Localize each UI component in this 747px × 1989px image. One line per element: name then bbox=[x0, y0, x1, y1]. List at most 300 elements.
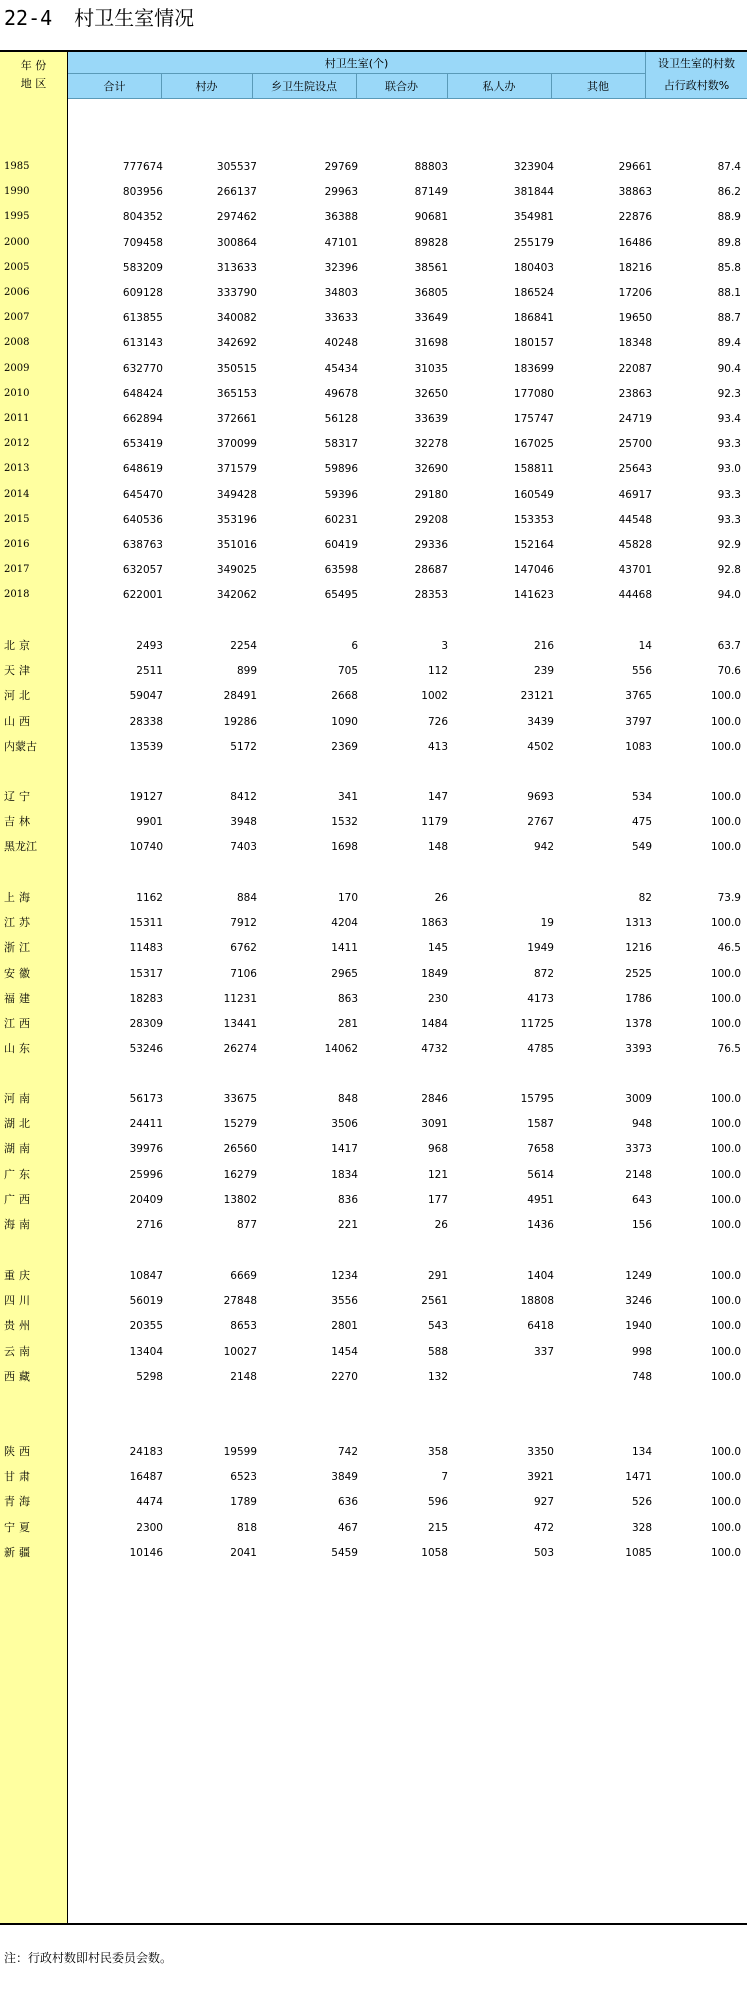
region-row bbox=[0, 734, 747, 760]
cell-total: 59047 bbox=[129, 690, 163, 702]
cell-joint: 38561 bbox=[414, 262, 448, 274]
cell-private: 180403 bbox=[513, 262, 554, 274]
cell-village: 13802 bbox=[223, 1194, 257, 1206]
table-title: 村卫生室情况 bbox=[74, 6, 195, 30]
cell-other: 46917 bbox=[618, 489, 652, 501]
cell-total: 1162 bbox=[136, 892, 163, 904]
cell-township: 3506 bbox=[331, 1118, 358, 1130]
cell-other: 29661 bbox=[618, 161, 652, 173]
year-row bbox=[0, 431, 747, 457]
region-row bbox=[0, 1540, 747, 1566]
cell-joint: 32278 bbox=[414, 438, 448, 450]
cell-other: 3393 bbox=[625, 1043, 652, 1055]
region-row bbox=[0, 658, 747, 684]
cell-percent: 100.0 bbox=[710, 1169, 741, 1181]
year-label: 1985 bbox=[4, 161, 30, 172]
cell-village: 15279 bbox=[223, 1118, 257, 1130]
region-label: 天津 bbox=[4, 664, 34, 677]
year-label: 2014 bbox=[4, 489, 30, 500]
cell-joint: 33649 bbox=[414, 312, 448, 324]
cell-township: 29769 bbox=[324, 161, 358, 173]
cell-private: 11725 bbox=[520, 1018, 554, 1030]
region-row bbox=[0, 1011, 747, 1037]
cell-other: 3373 bbox=[625, 1143, 652, 1155]
region-row bbox=[0, 1263, 747, 1289]
cell-total: 622001 bbox=[122, 589, 163, 601]
cell-township: 1090 bbox=[331, 716, 358, 728]
header-bottom-rule bbox=[68, 98, 747, 99]
data-table bbox=[0, 50, 747, 1925]
cell-private: 153353 bbox=[513, 514, 554, 526]
cell-township: 742 bbox=[337, 1446, 358, 1458]
cell-township: 4204 bbox=[331, 917, 358, 929]
cell-other: 38863 bbox=[618, 186, 652, 198]
cell-other: 998 bbox=[631, 1346, 652, 1358]
year-row bbox=[0, 280, 747, 306]
cell-other: 22087 bbox=[618, 363, 652, 375]
cell-other: 25643 bbox=[618, 463, 652, 475]
cell-township: 2270 bbox=[331, 1371, 358, 1383]
cell-percent: 100.0 bbox=[710, 993, 741, 1005]
region-label: 黑龙江 bbox=[4, 840, 37, 853]
cell-percent: 70.6 bbox=[717, 665, 741, 677]
cell-total: 613143 bbox=[122, 337, 163, 349]
cell-other: 328 bbox=[631, 1522, 652, 1534]
region-row bbox=[0, 1489, 747, 1515]
region-label: 广东 bbox=[4, 1168, 34, 1181]
region-row bbox=[0, 1464, 747, 1490]
cell-joint: 145 bbox=[427, 942, 448, 954]
cell-percent: 89.8 bbox=[717, 237, 741, 249]
cell-joint: 1863 bbox=[421, 917, 448, 929]
cell-village: 300864 bbox=[216, 237, 257, 249]
cell-other: 3797 bbox=[625, 716, 652, 728]
region-row bbox=[0, 633, 747, 659]
header-group-label: 村卫生室(个) bbox=[68, 52, 645, 74]
year-row bbox=[0, 204, 747, 230]
region-label: 河北 bbox=[4, 689, 34, 702]
cell-joint: 177 bbox=[427, 1194, 448, 1206]
header-divider bbox=[161, 74, 162, 98]
cell-total: 613855 bbox=[122, 312, 163, 324]
region-label: 甘肃 bbox=[4, 1470, 34, 1483]
cell-other: 1378 bbox=[625, 1018, 652, 1030]
year-label: 1990 bbox=[4, 186, 30, 197]
cell-percent: 100.0 bbox=[710, 1219, 741, 1231]
cell-village: 19599 bbox=[223, 1446, 257, 1458]
cell-other: 44548 bbox=[618, 514, 652, 526]
cell-total: 2716 bbox=[136, 1219, 163, 1231]
cell-village: 1789 bbox=[230, 1496, 257, 1508]
cell-village: 19286 bbox=[223, 716, 257, 728]
cell-percent: 94.0 bbox=[717, 589, 741, 601]
cell-percent: 100.0 bbox=[710, 741, 741, 753]
cell-township: 341 bbox=[337, 791, 358, 803]
cell-village: 16279 bbox=[223, 1169, 257, 1181]
cell-percent: 100.0 bbox=[710, 1371, 741, 1383]
cell-percent: 87.4 bbox=[717, 161, 741, 173]
cell-private: 4173 bbox=[527, 993, 554, 1005]
cell-township: 60419 bbox=[324, 539, 358, 551]
cell-other: 1471 bbox=[625, 1471, 652, 1483]
cell-joint: 31698 bbox=[414, 337, 448, 349]
cell-village: 349428 bbox=[216, 489, 257, 501]
region-row bbox=[0, 986, 747, 1012]
cell-village: 2254 bbox=[230, 640, 257, 652]
cell-total: 645470 bbox=[122, 489, 163, 501]
cell-percent: 100.0 bbox=[710, 816, 741, 828]
cell-joint: 230 bbox=[427, 993, 448, 1005]
cell-other: 1940 bbox=[625, 1320, 652, 1332]
cell-joint: 3091 bbox=[421, 1118, 448, 1130]
cell-total: 2300 bbox=[136, 1522, 163, 1534]
cell-private: 3439 bbox=[527, 716, 554, 728]
region-row bbox=[0, 809, 747, 835]
cell-private: 1587 bbox=[527, 1118, 554, 1130]
region-label: 福建 bbox=[4, 992, 34, 1005]
cell-joint: 87149 bbox=[414, 186, 448, 198]
cell-township: 56128 bbox=[324, 413, 358, 425]
cell-other: 1313 bbox=[625, 917, 652, 929]
cell-total: 638763 bbox=[122, 539, 163, 551]
region-label: 新疆 bbox=[4, 1546, 34, 1559]
year-row bbox=[0, 532, 747, 558]
cell-private: 381844 bbox=[513, 186, 554, 198]
table-number: 22-4 bbox=[4, 6, 53, 30]
year-label: 2011 bbox=[4, 413, 30, 424]
cell-other: 2525 bbox=[625, 968, 652, 980]
year-label: 2009 bbox=[4, 363, 30, 374]
region-row bbox=[0, 1339, 747, 1365]
cell-village: 2148 bbox=[230, 1371, 257, 1383]
cell-village: 297462 bbox=[216, 211, 257, 223]
year-label: 1995 bbox=[4, 211, 30, 222]
cell-township: 45434 bbox=[324, 363, 358, 375]
cell-other: 134 bbox=[631, 1446, 652, 1458]
cell-total: 777674 bbox=[122, 161, 163, 173]
header-divider bbox=[447, 74, 448, 98]
cell-township: 1532 bbox=[331, 816, 358, 828]
cell-private: 180157 bbox=[513, 337, 554, 349]
cell-village: 313633 bbox=[216, 262, 257, 274]
year-row bbox=[0, 330, 747, 356]
cell-percent: 100.0 bbox=[710, 791, 741, 803]
cell-percent: 63.7 bbox=[717, 640, 741, 652]
cell-percent: 100.0 bbox=[710, 1320, 741, 1332]
cell-percent: 100.0 bbox=[710, 1346, 741, 1358]
region-row bbox=[0, 1187, 747, 1213]
year-row bbox=[0, 255, 747, 281]
cell-other: 2148 bbox=[625, 1169, 652, 1181]
cell-village: 333790 bbox=[216, 287, 257, 299]
cell-joint: 215 bbox=[427, 1522, 448, 1534]
cell-percent: 100.0 bbox=[710, 841, 741, 853]
region-label: 辽宁 bbox=[4, 790, 34, 803]
cell-percent: 88.7 bbox=[717, 312, 741, 324]
cell-total: 804352 bbox=[122, 211, 163, 223]
cell-total: 4474 bbox=[136, 1496, 163, 1508]
region-label: 贵州 bbox=[4, 1319, 34, 1332]
cell-village: 371579 bbox=[216, 463, 257, 475]
region-label: 四川 bbox=[4, 1294, 34, 1307]
cell-township: 59396 bbox=[324, 489, 358, 501]
year-row bbox=[0, 456, 747, 482]
cell-township: 636 bbox=[337, 1496, 358, 1508]
cell-total: 2493 bbox=[136, 640, 163, 652]
cell-joint: 1484 bbox=[421, 1018, 448, 1030]
cell-total: 20409 bbox=[129, 1194, 163, 1206]
region-label: 北京 bbox=[4, 639, 34, 652]
cell-other: 44468 bbox=[618, 589, 652, 601]
cell-township: 836 bbox=[337, 1194, 358, 1206]
cell-other: 18348 bbox=[618, 337, 652, 349]
cell-private: 4951 bbox=[527, 1194, 554, 1206]
header-col-percent bbox=[645, 52, 747, 98]
cell-other: 23863 bbox=[618, 388, 652, 400]
cell-village: 28491 bbox=[223, 690, 257, 702]
cell-percent: 93.3 bbox=[717, 514, 741, 526]
cell-percent: 88.9 bbox=[717, 211, 741, 223]
cell-percent: 100.0 bbox=[710, 1471, 741, 1483]
cell-total: 709458 bbox=[122, 237, 163, 249]
cell-private: 15795 bbox=[520, 1093, 554, 1105]
year-row bbox=[0, 482, 747, 508]
cell-village: 370099 bbox=[216, 438, 257, 450]
header-label-column bbox=[0, 52, 68, 98]
cell-joint: 28353 bbox=[414, 589, 448, 601]
cell-other: 25700 bbox=[618, 438, 652, 450]
cell-village: 342692 bbox=[216, 337, 257, 349]
cell-percent: 100.0 bbox=[710, 1270, 741, 1282]
year-label: 2013 bbox=[4, 463, 30, 474]
cell-other: 24719 bbox=[618, 413, 652, 425]
cell-private: 3921 bbox=[527, 1471, 554, 1483]
cell-private: 4502 bbox=[527, 741, 554, 753]
cell-village: 818 bbox=[236, 1522, 257, 1534]
cell-township: 5459 bbox=[331, 1547, 358, 1559]
header-divider bbox=[551, 74, 552, 98]
cell-village: 365153 bbox=[216, 388, 257, 400]
cell-private bbox=[464, 885, 554, 911]
region-row bbox=[0, 1288, 747, 1314]
cell-total: 20355 bbox=[129, 1320, 163, 1332]
region-label: 湖北 bbox=[4, 1117, 34, 1130]
year-row bbox=[0, 230, 747, 256]
cell-joint: 543 bbox=[427, 1320, 448, 1332]
cell-total: 28309 bbox=[129, 1018, 163, 1030]
cell-village: 372661 bbox=[216, 413, 257, 425]
cell-township: 467 bbox=[337, 1522, 358, 1534]
cell-other: 3246 bbox=[625, 1295, 652, 1307]
cell-township: 6 bbox=[351, 640, 358, 652]
cell-total: 18283 bbox=[129, 993, 163, 1005]
year-row bbox=[0, 305, 747, 331]
cell-other: 1786 bbox=[625, 993, 652, 1005]
cell-total: 648619 bbox=[122, 463, 163, 475]
cell-township: 2668 bbox=[331, 690, 358, 702]
cell-township: 281 bbox=[337, 1018, 358, 1030]
year-label: 2005 bbox=[4, 262, 30, 273]
region-row bbox=[0, 1439, 747, 1465]
cell-joint: 596 bbox=[427, 1496, 448, 1508]
year-row bbox=[0, 179, 747, 205]
cell-joint: 413 bbox=[427, 741, 448, 753]
header-percent-line2: 占行政村数% bbox=[663, 79, 730, 92]
cell-percent: 89.4 bbox=[717, 337, 741, 349]
cell-other: 17206 bbox=[618, 287, 652, 299]
region-label: 海南 bbox=[4, 1218, 34, 1231]
cell-private: 1436 bbox=[527, 1219, 554, 1231]
cell-joint: 33639 bbox=[414, 413, 448, 425]
cell-joint: 26 bbox=[434, 1219, 448, 1231]
cell-percent: 92.3 bbox=[717, 388, 741, 400]
header-col-other: 其他 bbox=[551, 74, 645, 98]
cell-private: 152164 bbox=[513, 539, 554, 551]
cell-percent: 100.0 bbox=[710, 716, 741, 728]
cell-percent: 100.0 bbox=[710, 1522, 741, 1534]
cell-percent: 100.0 bbox=[710, 917, 741, 929]
region-row bbox=[0, 1111, 747, 1137]
region-label: 浙江 bbox=[4, 941, 34, 954]
cell-township: 34803 bbox=[324, 287, 358, 299]
cell-private: 158811 bbox=[513, 463, 554, 475]
cell-joint: 29208 bbox=[414, 514, 448, 526]
cell-township: 33633 bbox=[324, 312, 358, 324]
cell-village: 2041 bbox=[230, 1547, 257, 1559]
cell-percent: 92.8 bbox=[717, 564, 741, 576]
cell-township: 40248 bbox=[324, 337, 358, 349]
cell-private: 6418 bbox=[527, 1320, 554, 1332]
cell-private: 1404 bbox=[527, 1270, 554, 1282]
cell-village: 3948 bbox=[230, 816, 257, 828]
cell-other: 82 bbox=[638, 892, 652, 904]
cell-total: 19127 bbox=[129, 791, 163, 803]
cell-percent: 100.0 bbox=[710, 1093, 741, 1105]
cell-total: 803956 bbox=[122, 186, 163, 198]
region-label: 山西 bbox=[4, 715, 34, 728]
header-year-label: 年 份 bbox=[20, 59, 47, 72]
cell-village: 8653 bbox=[230, 1320, 257, 1332]
region-row bbox=[0, 1313, 747, 1339]
cell-village: 7106 bbox=[230, 968, 257, 980]
cell-village: 6669 bbox=[230, 1270, 257, 1282]
cell-joint: 1849 bbox=[421, 968, 448, 980]
cell-private: 323904 bbox=[513, 161, 554, 173]
cell-village: 33675 bbox=[223, 1093, 257, 1105]
year-row bbox=[0, 507, 747, 533]
cell-private: 239 bbox=[533, 665, 554, 677]
cell-joint: 3 bbox=[441, 640, 448, 652]
year-row bbox=[0, 381, 747, 407]
cell-township: 60231 bbox=[324, 514, 358, 526]
cell-total: 10847 bbox=[129, 1270, 163, 1282]
cell-private: 2767 bbox=[527, 816, 554, 828]
region-row bbox=[0, 935, 747, 961]
year-label: 2017 bbox=[4, 564, 30, 575]
page-title bbox=[4, 4, 194, 32]
cell-percent: 100.0 bbox=[710, 1547, 741, 1559]
cell-other: 43701 bbox=[618, 564, 652, 576]
cell-township: 47101 bbox=[324, 237, 358, 249]
cell-private: 3350 bbox=[527, 1446, 554, 1458]
cell-village: 305537 bbox=[216, 161, 257, 173]
header-region-label: 地 区 bbox=[20, 77, 47, 90]
cell-other: 534 bbox=[631, 791, 652, 803]
table-bottom-rule bbox=[0, 1923, 747, 1925]
cell-total: 2511 bbox=[136, 665, 163, 677]
cell-township: 32396 bbox=[324, 262, 358, 274]
region-label: 江西 bbox=[4, 1017, 34, 1030]
region-label: 河南 bbox=[4, 1092, 34, 1105]
header-col-village: 村办 bbox=[161, 74, 252, 98]
cell-private: 255179 bbox=[513, 237, 554, 249]
cell-percent: 93.0 bbox=[717, 463, 741, 475]
region-row bbox=[0, 1136, 747, 1162]
cell-private: 147046 bbox=[513, 564, 554, 576]
cell-other: 1083 bbox=[625, 741, 652, 753]
header-col-township: 乡卫生院设点 bbox=[252, 74, 356, 98]
cell-total: 28338 bbox=[129, 716, 163, 728]
cell-percent: 100.0 bbox=[710, 690, 741, 702]
cell-private: 19 bbox=[540, 917, 554, 929]
cell-total: 15317 bbox=[129, 968, 163, 980]
region-label: 吉林 bbox=[4, 815, 34, 828]
cell-joint: 132 bbox=[427, 1371, 448, 1383]
cell-joint: 2561 bbox=[421, 1295, 448, 1307]
cell-total: 609128 bbox=[122, 287, 163, 299]
cell-total: 632770 bbox=[122, 363, 163, 375]
cell-percent: 100.0 bbox=[710, 1143, 741, 1155]
cell-other: 16486 bbox=[618, 237, 652, 249]
cell-township: 848 bbox=[337, 1093, 358, 1105]
year-row bbox=[0, 356, 747, 382]
year-label: 2012 bbox=[4, 438, 30, 449]
cell-percent: 76.5 bbox=[717, 1043, 741, 1055]
cell-joint: 26 bbox=[434, 892, 448, 904]
footnote: 注：行政村数即村民委员会数。 bbox=[4, 1951, 173, 1965]
header-percent-line1: 设卫生室的村数 bbox=[658, 57, 735, 70]
region-row bbox=[0, 683, 747, 709]
cell-total: 25996 bbox=[129, 1169, 163, 1181]
cell-percent: 100.0 bbox=[710, 1446, 741, 1458]
cell-other: 643 bbox=[631, 1194, 652, 1206]
cell-village: 26560 bbox=[223, 1143, 257, 1155]
year-row bbox=[0, 154, 747, 180]
region-label: 江苏 bbox=[4, 916, 34, 929]
cell-village: 351016 bbox=[216, 539, 257, 551]
cell-joint: 29336 bbox=[414, 539, 448, 551]
cell-village: 5172 bbox=[230, 741, 257, 753]
header-col-private: 私人办 bbox=[447, 74, 551, 98]
cell-other: 475 bbox=[631, 816, 652, 828]
cell-joint: 88803 bbox=[414, 161, 448, 173]
cell-percent: 93.3 bbox=[717, 489, 741, 501]
cell-township: 14062 bbox=[324, 1043, 358, 1055]
cell-joint: 31035 bbox=[414, 363, 448, 375]
cell-township: 1411 bbox=[331, 942, 358, 954]
region-row bbox=[0, 1086, 747, 1112]
cell-township: 63598 bbox=[324, 564, 358, 576]
cell-total: 583209 bbox=[122, 262, 163, 274]
cell-total: 15311 bbox=[129, 917, 163, 929]
cell-joint: 1058 bbox=[421, 1547, 448, 1559]
region-row bbox=[0, 1036, 747, 1062]
cell-private: 872 bbox=[533, 968, 554, 980]
cell-village: 349025 bbox=[216, 564, 257, 576]
region-row bbox=[0, 709, 747, 735]
cell-other: 45828 bbox=[618, 539, 652, 551]
cell-private: 23121 bbox=[520, 690, 554, 702]
